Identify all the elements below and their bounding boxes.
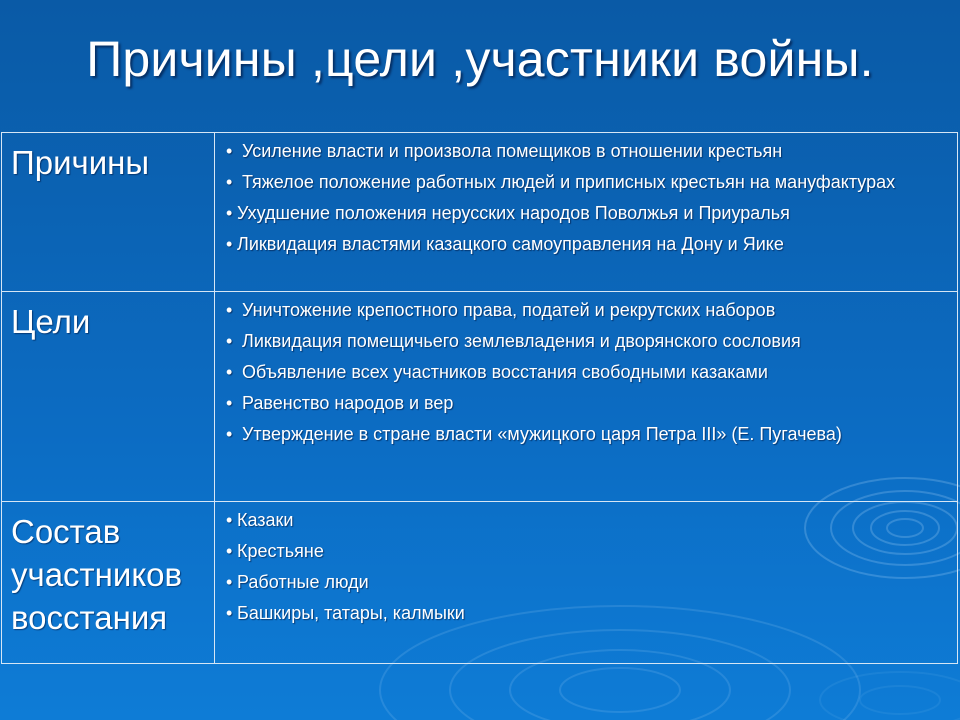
- bullet-icon: •: [226, 234, 233, 254]
- row-items-participants: [215, 502, 958, 664]
- list-item: • Работные люди: [224, 570, 947, 595]
- bullet-icon: •: [226, 510, 233, 530]
- row-label-line: Состав: [11, 513, 121, 550]
- bullet-icon: •: [226, 141, 233, 161]
- slide-title: Причины ,цели ,участники войны.: [86, 31, 874, 87]
- bullet-icon: •: [226, 331, 233, 351]
- list-item: • Уничтожение крепостного права, податей и рекрутских наборов: [224, 298, 947, 323]
- row-label-participants: [2, 502, 215, 664]
- table-row-participants: [2, 502, 958, 664]
- bullet-icon: •: [226, 424, 233, 444]
- bullet-icon: •: [226, 541, 233, 561]
- bullet-icon: •: [226, 362, 233, 382]
- bullet-icon: •: [226, 603, 233, 623]
- list-item: • Башкиры, татары, калмыки: [224, 601, 947, 626]
- row-label-line: восстания: [11, 599, 168, 636]
- row-label-goals: Цели: [2, 292, 215, 502]
- bullet-icon: •: [226, 393, 233, 413]
- table-row-causes: [2, 133, 958, 292]
- bullet-icon: •: [226, 300, 233, 320]
- list-item: • Казаки: [224, 508, 947, 533]
- causes-goals-participants-table: [1, 132, 958, 664]
- bullet-icon: •: [226, 203, 233, 223]
- list-item: • Ликвидация властями казацкого самоуправления на Дону и Яике: [224, 232, 947, 257]
- list-item: • Равенство народов и вер: [224, 391, 947, 416]
- list-item: • Крестьяне: [224, 539, 947, 564]
- list-item: • Утверждение в стране власти «мужицкого царя Петра III» (Е. Пугачева): [224, 422, 947, 447]
- bullet-icon: •: [226, 172, 233, 192]
- list-item: • Ухудшение положения нерусских народов Поволжья и Приуралья: [224, 201, 947, 226]
- bullet-icon: •: [226, 572, 233, 592]
- row-label-causes: Причины: [2, 133, 215, 292]
- list-item: • Объявление всех участников восстания свободными казаками: [224, 360, 947, 385]
- row-items-goals: [215, 292, 958, 502]
- table-row-goals: [2, 292, 958, 502]
- row-label-line: участников: [11, 556, 183, 593]
- row-items-causes: [215, 133, 958, 292]
- list-item: • Тяжелое положение работных людей и приписных крестьян на мануфактурах: [224, 170, 947, 195]
- list-item: • Ликвидация помещичьего землевладения и дворянского сословия: [224, 329, 947, 354]
- list-item: • Усиление власти и произвола помещиков в отношении крестьян: [224, 139, 947, 164]
